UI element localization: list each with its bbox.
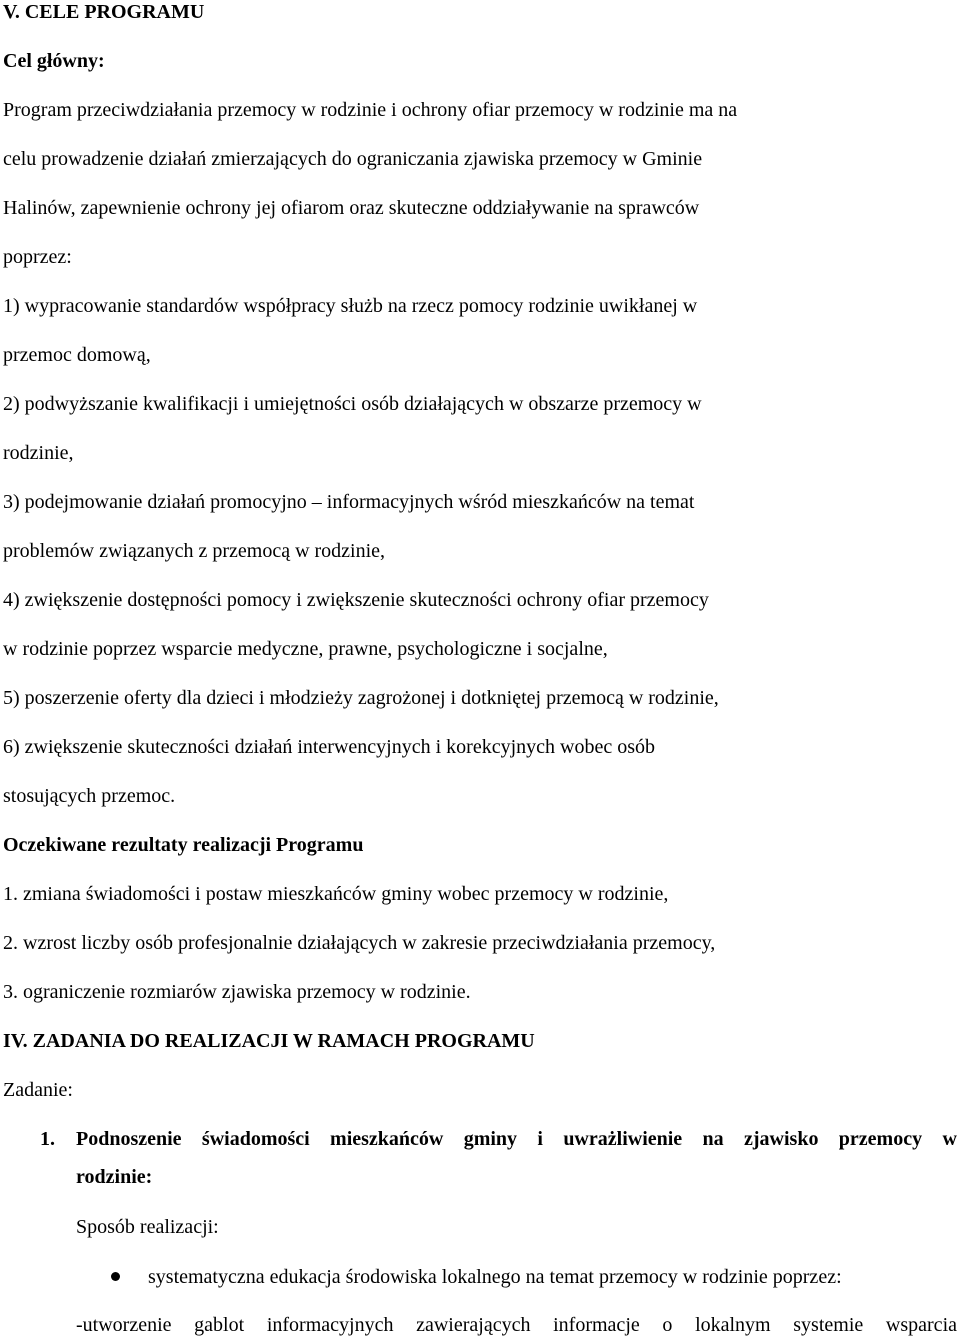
word: uwrażliwienie — [563, 1128, 683, 1150]
section-v-title: V. CELE PROGRAMU — [3, 1, 205, 23]
result-item: 3. ograniczenie rozmiarów zjawiska przemocy w rodzinie. — [3, 981, 471, 1003]
last-line — [76, 1313, 957, 1337]
goal-line: stosujących przemoc. — [3, 785, 176, 807]
goal-line: Halinów, zapewnienie ochrony jej ofiarom oraz skuteczne oddziaływanie na sprawców — [3, 197, 700, 219]
word: Podnoszenie — [76, 1128, 182, 1150]
word: świadomości — [201, 1128, 310, 1150]
word: wsparcia — [885, 1314, 957, 1336]
section-iv-title: IV. ZADANIA DO REALIZACJI W RAMACH PROGRAMU — [3, 1030, 535, 1052]
goal-line: przemoc domową, — [3, 344, 151, 366]
word: gablot — [194, 1314, 245, 1336]
goal-line: celu prowadzenie działań zmierzających do ograniczania zjawiska przemocy w Gminie — [3, 148, 703, 170]
bullet-icon — [111, 1272, 120, 1281]
task-label: Zadanie: — [3, 1079, 73, 1101]
word: informacje — [553, 1314, 640, 1336]
goal-line: w rodzinie poprzez wsparcie medyczne, prawne, psychologiczne i socjalne, — [3, 638, 608, 660]
results-heading: Oczekiwane rezultaty realizacji Programu — [3, 834, 364, 856]
task-number: 1. — [40, 1128, 55, 1150]
goal-line: 6) zwiększenie skuteczności działań interwencyjnych i korekcyjnych wobec osób — [3, 736, 655, 758]
word: i — [537, 1128, 543, 1150]
goal-line: rodzinie, — [3, 442, 74, 464]
word: o — [662, 1314, 673, 1336]
word: lokalnym — [695, 1314, 771, 1336]
bullet-item: systematyczna edukacja środowiska lokalnego na temat przemocy w rodzinie poprzez: — [148, 1266, 842, 1288]
goal-line: problemów związanych z przemocą w rodzinie, — [3, 540, 386, 562]
goal-line: poprzez: — [3, 246, 72, 268]
goal-line: 4) zwiększenie dostępności pomocy i zwiększenie skuteczności ochrony ofiar przemocy — [3, 589, 709, 611]
task-title-continuation: rodzinie: — [76, 1166, 153, 1188]
word: zjawisko — [744, 1128, 819, 1150]
result-item: 1. zmiana świadomości i postaw mieszkańców gminy wobec przemocy w rodzinie, — [3, 883, 669, 905]
word: przemocy — [838, 1128, 923, 1150]
goal-line: 2) podwyższanie kwalifikacji i umiejętności osób działających w obszarze przemocy w — [3, 393, 702, 415]
word: gminy — [463, 1128, 518, 1150]
word: -utworzenie — [76, 1314, 172, 1336]
word: na — [702, 1128, 724, 1150]
word: mieszkańców — [330, 1128, 444, 1150]
goal-heading: Cel główny: — [3, 50, 105, 72]
word: w — [942, 1128, 957, 1150]
goal-line: 5) poszerzenie oferty dla dzieci i młodzieży zagrożonej i dotkniętej przemocą w rodzinie, — [3, 687, 719, 709]
word: informacyjnych — [266, 1314, 394, 1336]
method-label: Sposób realizacji: — [76, 1216, 219, 1238]
word: systemie — [793, 1314, 864, 1336]
task-title — [76, 1127, 957, 1151]
goal-line: 3) podejmowanie działań promocyjno – informacyjnych wśród mieszkańców na temat — [3, 491, 695, 513]
goal-line: Program przeciwdziałania przemocy w rodzinie i ochrony ofiar przemocy w rodzinie ma na — [3, 99, 738, 121]
result-item: 2. wzrost liczby osób profesjonalnie działających w zakresie przeciwdziałania przemocy, — [3, 932, 716, 954]
word: zawierających — [416, 1314, 531, 1336]
goal-line: 1) wypracowanie standardów współpracy służb na rzecz pomocy rodzinie uwikłanej w — [3, 295, 698, 317]
